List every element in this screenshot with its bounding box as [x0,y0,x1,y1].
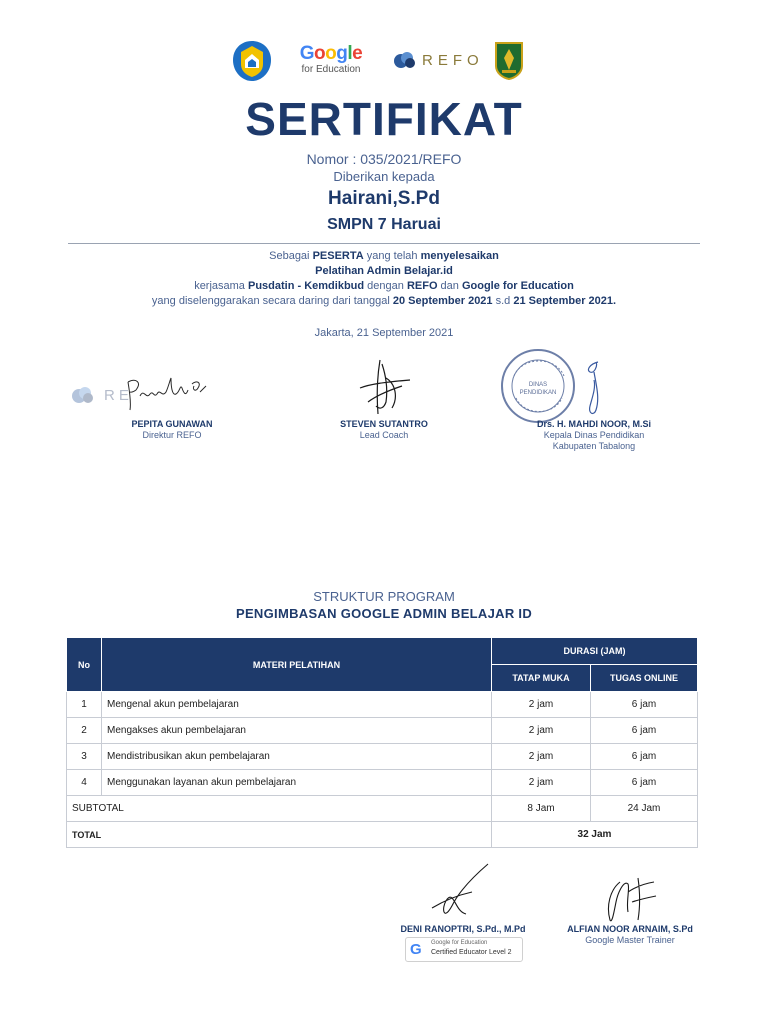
cell-tugas: 6 jam [591,718,698,744]
body-text: yang telah [363,250,421,262]
signer-role-2: Lead Coach [359,430,409,440]
kemdikbud-logo [232,40,272,82]
tabalong-emblem [494,40,524,80]
header-no: No [67,638,102,692]
body-emphasis: Pusdatin - Kemdikbud [247,280,365,292]
recipient-school: SMPN 7 Haruai [327,216,441,233]
body-text: dan [437,280,462,292]
signer-role-5: Google Master Trainer [585,935,675,945]
header-materi: MATERI PELATIHAN [102,638,492,692]
cell-no: 4 [67,770,102,796]
google-wordmark: Google [299,43,363,64]
refo-stamp-text: RE [104,387,133,404]
total-row [67,822,698,848]
body-text: dengan [364,280,407,292]
badge-line-2: Certified Educator Level 2 [431,949,512,956]
header-tugas-online: TUGAS ONLINE [591,665,698,692]
cell-materi: Mengakses akun pembelajaran [102,718,492,744]
divider [68,243,700,244]
cell-tugas: 6 jam [591,692,698,718]
cell-tatap: 2 jam [492,718,591,744]
google-for-education-logo [298,44,364,80]
cell-tatap: 2 jam [492,770,591,796]
google-sub-label: for Education [301,64,361,75]
body-text: yang diselenggarakan secara daring dari tanggal [151,295,393,307]
awarded-to-label: Diberikan kepada [333,169,435,184]
body-emphasis: PESERTA [312,250,364,262]
body-emphasis: menyelesaikan [420,250,499,262]
signer-name-1: PEPITA GUNAWAN [131,419,213,429]
table-row [67,718,698,744]
body-text: kerjasama [194,280,248,292]
body-text: s.d [492,295,514,307]
end-date: 21 September 2021. [513,295,617,307]
cell-tugas: 6 jam [591,744,698,770]
subtotal-row [67,796,698,822]
total-value: 32 Jam [492,822,698,848]
subtotal-tugas: 24 Jam [591,796,698,822]
signature-pepita [122,374,212,414]
table-row [67,744,698,770]
google-g-icon: G [410,941,422,958]
header-durasi: DURASI (JAM) [492,638,698,665]
subtotal-label: SUBTOTAL [67,796,492,822]
program-table [66,637,698,848]
signer-role-3b: Kabupaten Tabalong [552,441,636,451]
cell-materi: Menggunakan layanan akun pembelajaran [102,770,492,796]
header-tatap-muka: TATAP MUKA [492,665,591,692]
subtotal-tatap: 8 Jam [492,796,591,822]
table-row [67,692,698,718]
body-line-2 [0,265,768,277]
start-date: 20 September 2021 [392,295,493,307]
cell-tugas: 6 jam [591,770,698,796]
body-emphasis: REFO [406,280,438,292]
signer-name-5: ALFIAN NOOR ARNAIM, S.Pd [567,924,693,934]
cell-no: 1 [67,692,102,718]
cell-tatap: 2 jam [492,744,591,770]
program-label: STRUKTUR PROGRAM [313,589,455,604]
cell-materi: Mendistribusikan akun pembelajaran [102,744,492,770]
cell-materi: Mengenal akun pembelajaran [102,692,492,718]
stamp-text: DINAS PENDIDIKAN [519,382,557,396]
cell-no: 3 [67,744,102,770]
certificate-title: SERTIFIKAT [245,93,523,145]
training-name: Pelatihan Admin Belajar.id [315,265,453,277]
signature-deni [428,862,492,922]
signature-mahdi [560,358,610,418]
badge-line-1: Google for Education [431,940,488,946]
signer-role-1: Direktur REFO [142,430,202,440]
cell-tatap: 2 jam [492,692,591,718]
program-title: PENGIMBASAN GOOGLE ADMIN BELAJAR ID [235,606,533,621]
recipient-name: Hairani,S.Pd [328,188,440,209]
body-line-3 [0,280,768,292]
place-date: Jakarta, 21 September 2021 [314,327,454,339]
table-header-row [67,638,698,665]
table-row [67,770,698,796]
certificate-number: Nomor : 035/2021/REFO [306,151,462,167]
body-emphasis: Google for Education [461,280,574,292]
signer-role-3a: Kepala Dinas Pendidikan [543,430,645,440]
signature-alfian [598,872,662,926]
signer-name-3: Drs. H. MAHDI NOOR, M.Si [536,419,651,429]
refo-stamp-signature [70,374,210,414]
body-text: Sebagai [269,250,313,262]
cell-no: 2 [67,718,102,744]
certified-educator-badge [405,937,523,962]
signer-name-4: DENI RANOPTRI, S.Pd., M.Pd [400,924,526,934]
signer-name-2: STEVEN SUTANTRO [340,419,428,429]
refo-logo [392,48,486,74]
total-label: TOTAL [67,822,492,848]
body-line-1 [0,250,768,262]
refo-wordmark: REFO [422,52,484,69]
signature-steven [356,358,414,418]
body-line-4 [0,295,768,307]
